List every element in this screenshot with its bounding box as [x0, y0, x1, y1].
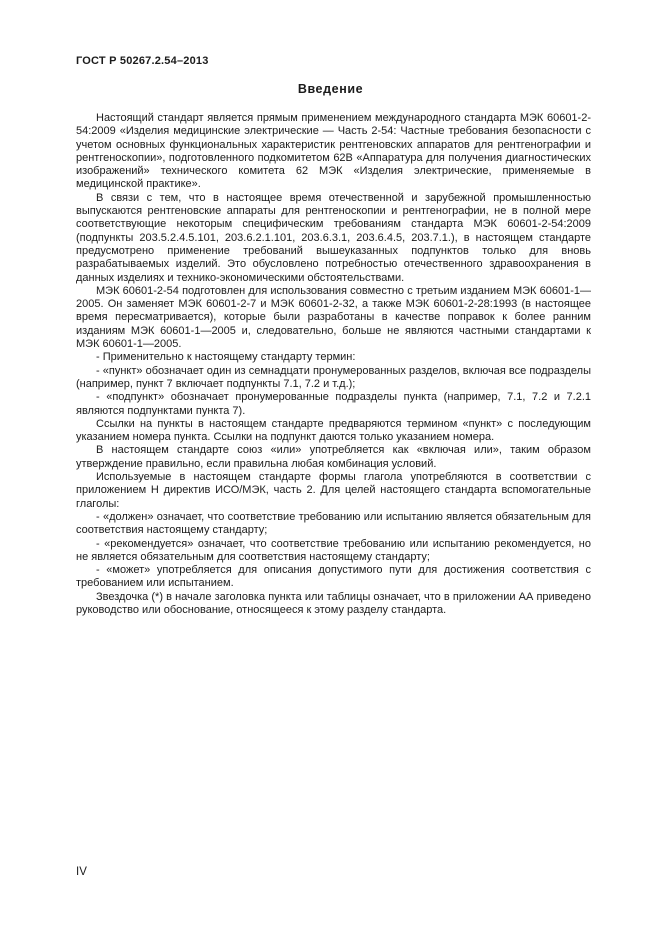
introduction-body — [76, 112, 591, 617]
document-number: ГОСТ Р 50267.2.54–2013 — [76, 55, 209, 67]
paragraph-union-ili: В настоящем стандарте союз «или» употребляется как «включая или», таким образом утверждение правильно, если правильна любая комбинация условий. — [76, 444, 591, 470]
paragraph-references: Ссылки на пункты в настоящем стандарте предваряются термином «пункт» с последующим указанием номера пункта. Ссылки на подпункт даются только указанием номера. — [76, 417, 591, 444]
paragraph-terms-lead-in: - Применительно к настоящему стандарту термин: — [96, 351, 356, 364]
section-title: Введение — [297, 82, 364, 96]
paragraph-asterisk-note: Звездочка (*) в начале заголовка пункта или таблицы означает, что в приложении АА приведено руководство или обоснование, относящееся к этому разделу стандарта. — [76, 590, 591, 616]
paragraph-iec-edition: МЭК 60601-2-54 подготовлен для использования совместно с третьим изданием МЭК 60601-1—2005. Он заменяет МЭК 60601-2-7 и МЭК 60601-2-32, а также МЭК 60601-2-28:1993 (в настоящее время пересматривается), которые были разработаны в качестве поправок к более ранним изданиям МЭК 60601-1—2005 и, следовательно, больше не являются частными стандартами к МЭК 60601-1—2005. — [76, 284, 591, 351]
paragraph-verb-mozhet: - «может» употребляется для описания допустимого пути для достижения соответствия с требованием или испытанием. — [76, 564, 591, 590]
paragraph-intro-standard: Настоящий стандарт является прямым применением международного стандарта МЭК 60601-2-54:2009 «Изделия медицинские электрические — Часть 2-54: Частные требования безопасности с учетом основных функциональных характеристик рентгеновских аппаратов для рентгенографии и рентгеноскопии», подготовленного подкомитетом 62В «Аппаратура для получения диагностических изображений» технического комитета 62 МЭК «Изделия электрические, применяемые в медицинской практике». — [76, 112, 591, 191]
paragraph-domestic-industry: В связи с тем, что в настоящее время отечественной и зарубежной промышленностью выпускаются рентгеновские аппараты для рентгеноскопии и рентгенографии, не в полной мере соответствующие некоторым специфическим требованиям стандарта МЭК 60601-2-54:2009 (подпункты 203.5.2.4.5.101, 203.6.2.1.101, 203.6.3.1, 203.6.4.5, 203.7.1.), в настоящем стандарте предусмотрено применение требований вышеуказанных подпунктов только для вновь разрабатываемых изделий. Это обусловлено потребностью отечественного здравоохранения в данных изделиях и технико-экономическими обстоятельствами. — [76, 191, 591, 284]
paragraph-verb-forms: Используемые в настоящем стандарте формы глагола употребляются в соответствии с приложением Н директив ИСО/МЭК, часть 2. Для целей настоящего стандарта вспомогательные глаголы: — [76, 471, 591, 510]
paragraph-term-podpunkt: - «подпункт» обозначает пронумерованные подразделы пункта (например, 7.1, 7.2 и 7.2.1 являются подпунктами пункта 7). — [76, 391, 591, 417]
page-number: IV — [76, 866, 87, 878]
paragraph-term-punkt: - «пункт» обозначает один из семнадцати пронумерованных разделов, включая все подразделы (например, пункт 7 включает подпункты 7.1, 7.2 и т.д.); — [76, 364, 591, 390]
paragraph-verb-rekomenduetsya: - «рекомендуется» означает, что соответствие требованию или испытанию рекомендуется, но не является обязательным для соответствия настоящему стандарту; — [76, 537, 591, 563]
paragraph-verb-dolzhen: - «должен» означает, что соответствие требованию или испытанию является обязательным для соответствия настоящему стандарту; — [76, 510, 591, 537]
